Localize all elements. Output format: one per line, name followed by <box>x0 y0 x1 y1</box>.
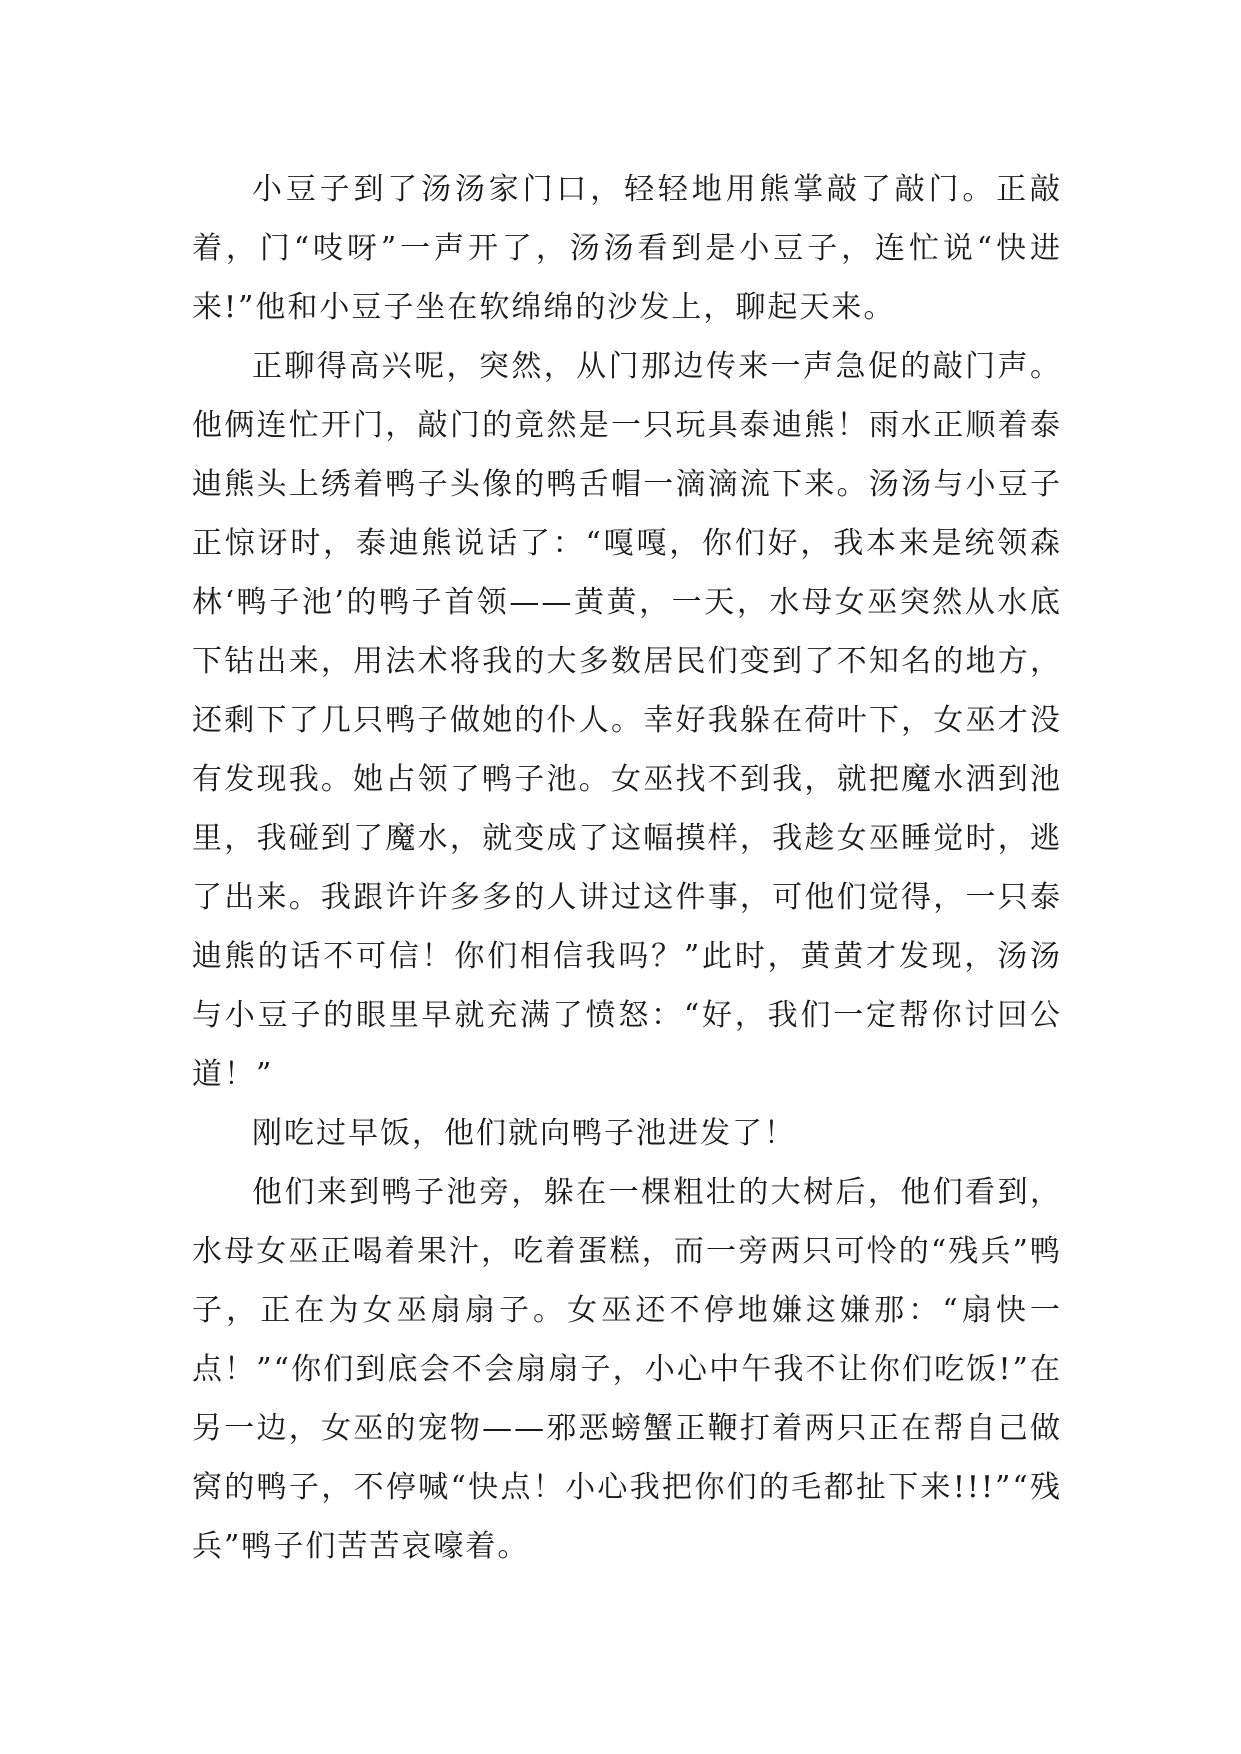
story-text <box>192 160 1062 1576</box>
paragraph-1: 小豆子到了汤汤家门口，轻轻地用熊掌敲了敲门。正敲着，门“吱呀”一声开了，汤汤看到是小豆子，连忙说“快进来!”他和小豆子坐在软绵绵的沙发上，聊起天来。 <box>192 172 1062 325</box>
paragraph-4: 他们来到鸭子池旁，躲在一棵粗壮的大树后，他们看到，水母女巫正喝着果汁，吃着蛋糕，而一旁两只可怜的“残兵”鸭子，正在为女巫扇扇子。女巫还不停地嫌这嫌那：“扇快一点！”“你们到底会不会扇扇子，小心中午我不让你们吃饭!”在另一边，女巫的宠物——邪恶螃蟹正鞭打着两只正在帮自己做窝的鸭子，不停喊“快点！小心我把你们的毛都扯下来!!!”“残兵”鸭子们苦苦哀嚎着。 <box>192 1175 1062 1564</box>
paragraph-3: 刚吃过早饭，他们就向鸭子池进发了！ <box>252 1116 796 1151</box>
paragraph-2: 正聊得高兴呢，突然，从门那边传来一声急促的敲门声。他俩连忙开门，敲门的竟然是一只玩具泰迪熊！雨水正顺着泰迪熊头上绣着鸭子头像的鸭舌帽一滴滴流下来。汤汤与小豆子正惊讶时，泰迪熊说话了：“嘎嘎，你们好，我本来是统领森林‘鸭子池’的鸭子首领——黄黄，一天，水母女巫突然从水底下钻出来，用法术将我的大多数居民们变到了不知名的地方，还剩下了几只鸭子做她的仆人。幸好我躲在荷叶下，女巫才没有发现我。她占领了鸭子池。女巫找不到我，就把魔水洒到池里，我碰到了魔水，就变成了这幅摸样，我趁女巫睡觉时，逃了出来。我跟许许多多的人讲过这件事，可他们觉得，一只泰迪熊的话不可信！你们相信我吗？”此时，黄黄才发现，汤汤与小豆子的眼里早就充满了愤怒：“好，我们一定帮你讨回公道！” <box>192 349 1062 1092</box>
